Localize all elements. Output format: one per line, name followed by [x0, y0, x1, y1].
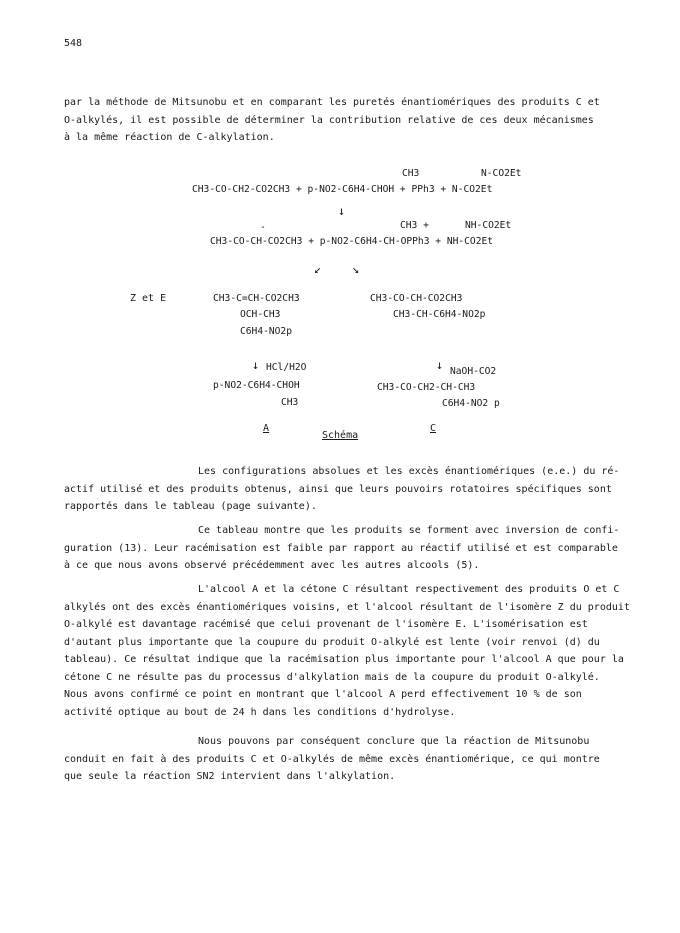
arrow-down-icon: ↓	[252, 358, 260, 372]
paragraph-line: à ce que nous avons observé précédemment avec les autres alcools (5).	[64, 560, 480, 571]
product-a-line1: p-NO2-C6H4-CHOH	[213, 380, 300, 391]
intro-paragraph	[64, 94, 624, 147]
arrow-down-left-icon: ↙	[314, 262, 322, 276]
paragraph-line: Ce tableau montre que les produits se forment avec inversion de confi-	[198, 525, 620, 536]
z-et-e-label: Z et E	[130, 293, 167, 304]
o-alkyl-line2: OCH-CH3	[240, 309, 281, 320]
product-a-line2: CH3	[281, 397, 299, 408]
o-alkyl-line1: CH3-C=CH-CO2CH3	[213, 293, 300, 304]
r2-intermediates: CH3-CO-CH-CO2CH3 + p-NO2-C6H4-CH-OPPh3 + NH-CO2Et	[210, 236, 494, 247]
paragraph-line: que seule la réaction SN2 intervient dans l'alkylation.	[64, 771, 396, 782]
r1-reactants: CH3-CO-CH2-CO2CH3 + p-NO2-C6H4-CHOH + PPh3 + N-CO2Et	[192, 184, 493, 195]
paragraph-line: actif utilisé et des produits obtenus, ainsi que leurs pouvoirs rotatoires spécifiques sont	[64, 483, 612, 495]
paragraph-line: activité optique au bout de 24 h dans les conditions d'hydrolyse.	[64, 706, 456, 718]
page-number: 548	[64, 38, 83, 49]
paragraph-racemisation	[64, 581, 630, 721]
product-a-label: A	[263, 423, 270, 434]
arrow-down-icon: ↓	[338, 204, 346, 218]
scheme-caption: Schéma	[322, 430, 359, 441]
paragraph-line: guration (13). Leur racémisation est faible par rapport au réactif utilisé et est comparable	[64, 542, 618, 554]
product-c-line2: C6H4-NO2 p	[442, 398, 500, 409]
paragraph-line: d'autant plus importante que la coupure du produit O-alkylé est lente (voir renvoi (d) du	[64, 636, 600, 648]
paragraph-line: alkylés ont des excès énantiomériques voisins, et l'alcool résultant de l'isomère Z du produit	[64, 601, 630, 613]
intro-line: O-alkylés, il est possible de déterminer la contribution relative de ces deux mécanismes	[64, 114, 594, 126]
paragraph-line: L'alcool A et la cétone C résultant respectivement des produits O et C	[198, 584, 620, 595]
paragraph-conclusion	[64, 733, 624, 786]
intro-line: par la méthode de Mitsunobu et en comparant les puretés énantiomériques des produits C et	[64, 97, 600, 108]
paragraph-line: Nous avons confirmé ce point en montrant que l'alcool A perd effectivement 10 % de son	[64, 689, 582, 700]
paragraph-line: cétone C ne résulte pas du processus d'alkylation mais de la coupure du produit O-alkylé.	[64, 671, 600, 683]
paragraph-line: Nous pouvons par conséquent conclure que la réaction de Mitsunobu	[198, 736, 590, 747]
r1-ch3-substituent: CH3	[402, 168, 420, 179]
hcl-reagent: HCl/H2O	[266, 362, 307, 373]
o-alkyl-line3: C6H4-NO2p	[240, 326, 292, 337]
paragraph-inversion	[64, 522, 624, 575]
paragraph-configurations	[64, 463, 624, 516]
product-c-line1: CH3-CO-CH2-CH-CH3	[377, 382, 476, 393]
product-c-label: C	[430, 423, 437, 434]
arrow-down-icon: ↓	[436, 358, 444, 372]
r1-nco2et-top: N-CO2Et	[481, 168, 522, 179]
r2-nhco2et-top: NH-CO2Et	[465, 220, 512, 231]
paragraph-line: O-alkylé est davantage racémisé que celui provenant de l'isomère E. L'isomérisation est	[64, 619, 588, 630]
paragraph-line: conduit en fait à des produits C et O-alkylés de même excès énantiomérique, ce qui montre	[64, 753, 600, 765]
r2-ch3-substituent: CH3 +	[400, 220, 429, 231]
arrow-down-right-icon: ↘	[352, 262, 360, 276]
c-alkyl-line2: CH3-CH-C6H4-NO2p	[393, 309, 486, 320]
paragraph-line: Les configurations absolues et les excès énantiomériques (e.e.) du ré-	[198, 466, 620, 477]
paragraph-line: rapportés dans le tableau (page suivante).	[64, 501, 317, 512]
paragraph-line: tableau). Ce résultat indique que la racémisation plus importante pour l'alcool A que pour la	[64, 654, 624, 665]
c-alkyl-line1: CH3-CO-CH-CO2CH3	[370, 293, 463, 304]
r2-anion-sign: -	[260, 222, 266, 233]
naoh-reagent: NaOH-CO2	[450, 366, 497, 377]
intro-line: à la même réaction de C-alkylation.	[64, 132, 275, 143]
